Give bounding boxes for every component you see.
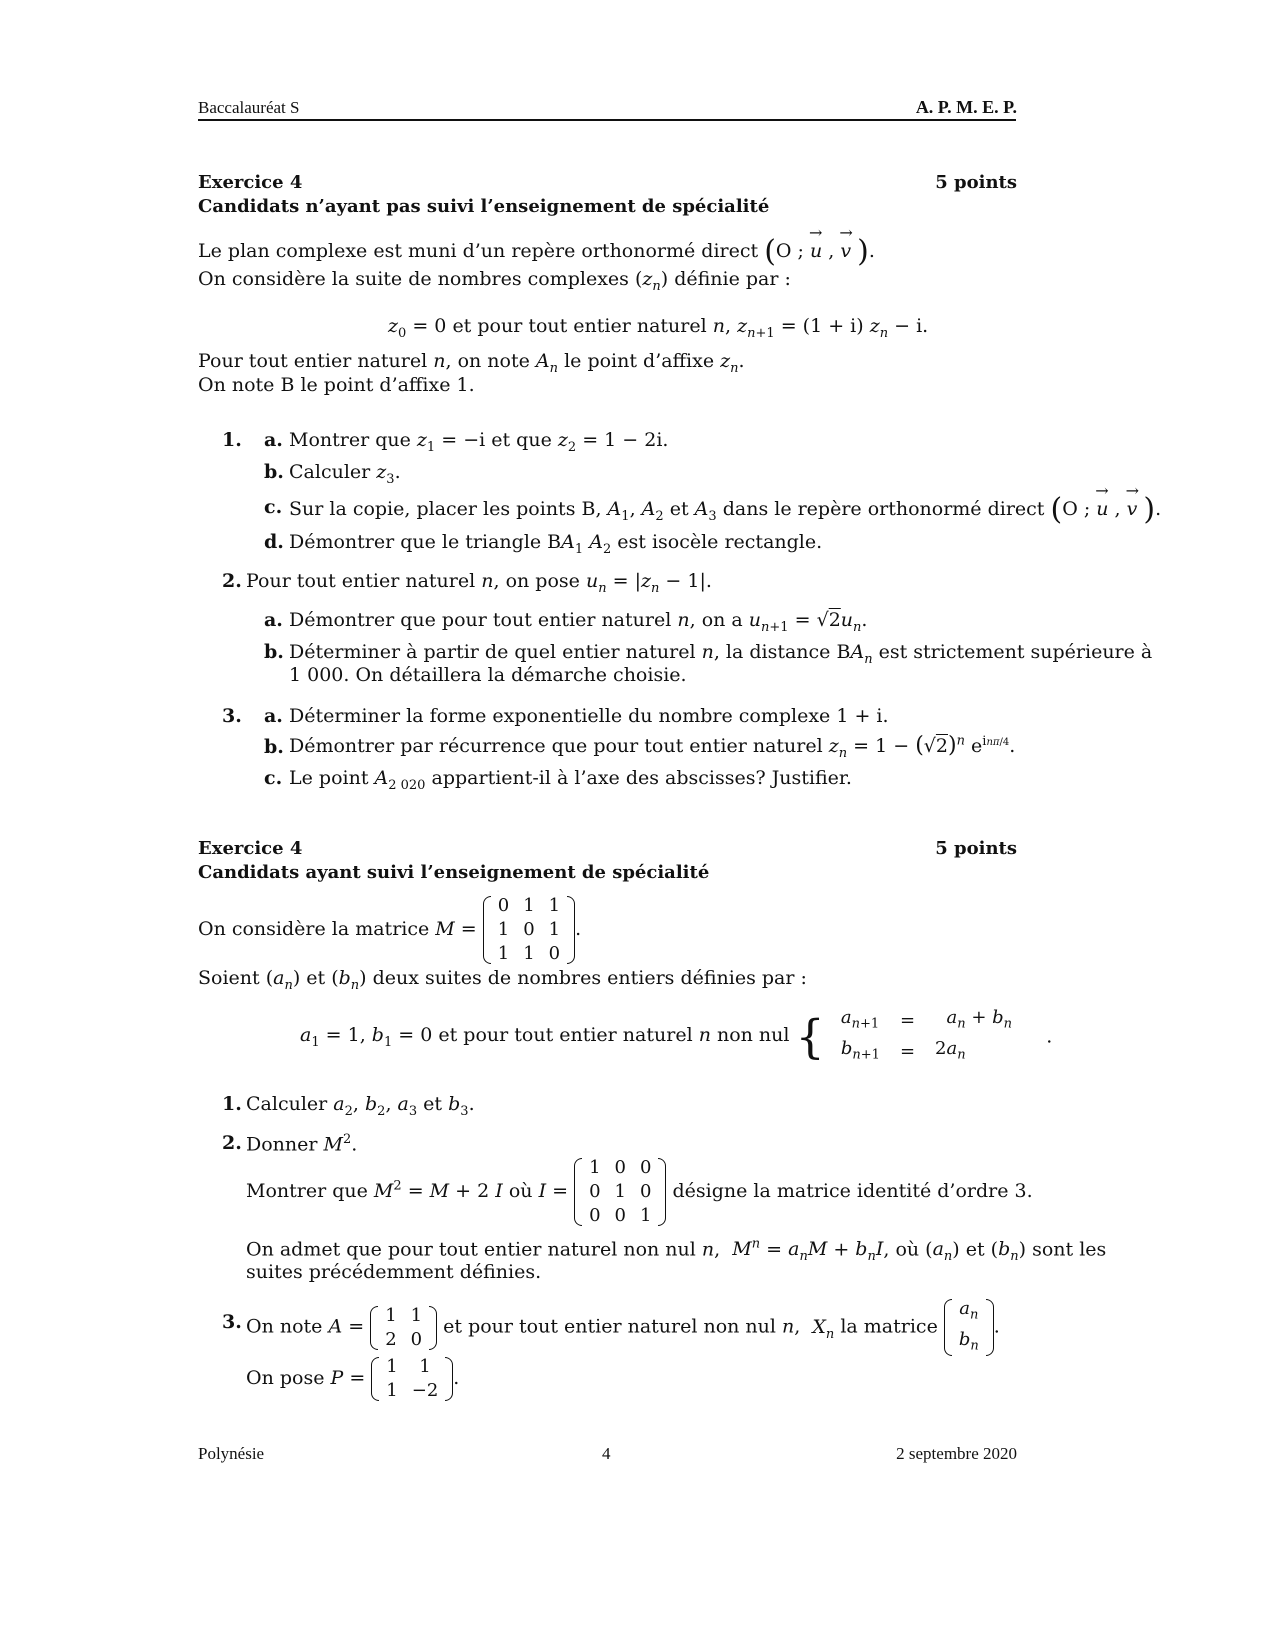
matrix-cell: 0 <box>497 895 510 916</box>
ex1-subtitle: Candidats n’ayant pas suivi l’enseignement de spécialité <box>198 196 770 217</box>
footer-left: Polynésie <box>198 1444 265 1463</box>
ex1-q1b-label: b. <box>264 461 284 483</box>
matrix-cell: 1 <box>386 1356 398 1377</box>
header-right: A. P. M. E. P. <box>915 97 1017 117</box>
ex1-intro3: Pour tout entier naturel n, on note $A_n$ le point d’affixe $z_n$. <box>198 350 745 376</box>
header-rule <box>198 119 1016 121</box>
matrix-cell: 0 <box>589 1181 601 1202</box>
matrix-cell: 1 <box>385 1304 397 1326</box>
ex1-q3b-label: b. <box>264 736 284 758</box>
ex2-q2-number: 2. <box>222 1132 242 1154</box>
ex2-intro2: Soient $(a_n)$ et $(b_n)$ deux suites de nombres entiers définies par : <box>198 967 807 993</box>
ex2-q2-text: Donner $M^2$. <box>246 1132 358 1156</box>
ex2-intro1: On considère la matrice M = 0 1 1 1 0 1 1 1 0 . <box>198 895 582 964</box>
recurrence-system: $a_{n+1}$ = $a_n + b_n$ $b_{n+1}$ = $2a_n$ <box>840 1007 1013 1063</box>
footer-right: 2 septembre 2020 <box>896 1444 1017 1463</box>
matrix-cell: 0 <box>639 1181 652 1202</box>
ex1-q1b-text: Calculer $z_3$. <box>289 461 401 487</box>
matrix-cell: 1 <box>523 943 535 964</box>
ex1-points: 5 points <box>935 172 1017 193</box>
matrix-cell: 1 <box>589 1157 601 1178</box>
ex1-q2b-line2: 1 000. On détaillera la démarche choisie. <box>289 664 687 686</box>
ex2-subtitle: Candidats ayant suivi l’enseignement de spécialité <box>198 862 710 883</box>
ex2-q2-admit-line2: suites précédemment définies. <box>246 1261 542 1283</box>
ex1-intro4: On note B le point d’affixe 1. <box>198 374 475 396</box>
ex2-points: 5 points <box>935 838 1017 859</box>
ex1-q3a-text: Déterminer la forme exponentielle du nombre complexe 1 + i. <box>289 705 889 727</box>
vector-Xn: $a_n$ $b_n$ <box>944 1297 994 1358</box>
ex2-q3-text: On note A = 1 1 2 0 et pour tout entier naturel non nul n, $X_n$ la matrice $a_n$ $b_n$ . <box>246 1297 1000 1358</box>
ex1-q1d-text: Démontrer que le triangle $BA_1$ $A_2$ est isocèle rectangle. <box>289 531 823 557</box>
header-left: Baccalauréat S <box>198 98 300 117</box>
ex2-q1-text: Calculer $a_2$, $b_2$, $a_3$ et $b_3$. <box>246 1093 475 1119</box>
matrix-cell: 1 <box>497 943 510 964</box>
ex1-title: Exercice 4 <box>198 172 303 193</box>
matrix-cell: 0 <box>523 919 535 940</box>
ex2-definition: $a_1 = 1$, $b_1 = 0$ et pour tout entier naturel n non nul { $a_{n+1}$ = $a_n + b_n$ $b_{n+1}$ = $2a_n$ . <box>300 1006 1052 1067</box>
ex1-q3a-label: a. <box>264 705 283 727</box>
matrix-I <box>574 1156 666 1228</box>
ex1-q3b-text: Démontrer par récurrence que pour tout entier naturel $z_n = 1 - (√2)^n$ $e^{in\pi/4}$. <box>289 733 1016 761</box>
matrix-cell: 0 <box>589 1205 601 1226</box>
matrix-cell: 0 <box>639 1157 652 1178</box>
ex2-q3-pose: On pose P = 1 1 1 −2 . <box>246 1356 460 1401</box>
matrix-cell: 1 <box>419 1356 431 1377</box>
ex2-q2-admit-line1: On admet que pour tout entier naturel non nul n, $M^n = a_nM + b_nI$, où $(a_n)$ et $(b_n)$ sont les <box>246 1237 1107 1265</box>
matrix-cell: 0 <box>614 1157 626 1178</box>
matrix-cell: 0 <box>410 1328 423 1350</box>
matrix-cell: 1 <box>497 919 510 940</box>
ex2-title: Exercice 4 <box>198 838 303 859</box>
ex1-q1c-text: Sur la copie, placer les points B, $A_1$, $A_2$ et $A_3$ dans le repère orthonormé direct (O ; → u , → v ). <box>289 492 1161 527</box>
ex1-q2a-text: Démontrer que pour tout entier naturel n, on a $u_{n+1} = √2u_n$. <box>289 609 868 635</box>
matrix-A <box>370 1304 437 1352</box>
ex1-q1-number: 1. <box>222 429 242 451</box>
ex1-intro2: On considère la suite de nombres complexes $(z_n)$ définie par : <box>198 268 791 294</box>
ex1-q2-text: Pour tout entier naturel n, on pose $u_n = |z_n - 1|$. <box>246 570 712 596</box>
ex1-q3c-text: Le point $A_{2 020}$ appartient-il à l’axe des abscisses? Justifier. <box>289 767 852 793</box>
ex1-q3c-label: c. <box>264 767 283 789</box>
ex1-q2b-label: b. <box>264 641 284 663</box>
ex1-q1a-text: Montrer que $z_1 = -i$ et que $z_2 = 1 - 2i$. <box>289 429 669 455</box>
ex1-q3-number: 3. <box>222 705 242 727</box>
matrix-cell: 1 <box>548 895 561 916</box>
ex2-q2-line2: Montrer que $M^2 = M + 2$ I où I = 1 0 0 0 1 0 0 0 1 désigne la matrice identité d’ordre 3. <box>246 1157 1033 1226</box>
ex1-q2a-label: a. <box>264 609 283 631</box>
ex1-q1a-label: a. <box>264 429 283 451</box>
matrix-cell: 0 <box>548 943 561 964</box>
matrix-cell: 0 <box>614 1205 626 1226</box>
matrix-cell: 1 <box>410 1304 423 1326</box>
matrix-cell: 2 <box>385 1328 397 1350</box>
ex2-q1-number: 1. <box>222 1093 242 1115</box>
ex1-intro1: Le plan complexe est muni d’un repère orthonormé direct (O ; → u , → v ). <box>198 234 875 269</box>
ex1-q2-number: 2. <box>222 570 242 592</box>
ex1-q1d-label: d. <box>264 531 284 553</box>
matrix-M <box>483 894 575 966</box>
matrix-cell: 1 <box>548 919 561 940</box>
page-number: 4 <box>602 1444 611 1463</box>
matrix-cell: 1 <box>386 1380 398 1401</box>
matrix-cell: 1 <box>614 1181 626 1202</box>
ex1-recurrence-formula: $z_0 = 0$ et pour tout entier naturel n, $z_{n+1} = (1 + i) z_n - i$. <box>388 315 929 341</box>
matrix-cell: −2 <box>411 1380 439 1401</box>
ex1-q2b-text: Déterminer à partir de quel entier naturel n, la distance $BA_n$ est strictement supérieure à <box>289 641 1153 667</box>
matrix-cell: 1 <box>523 895 535 916</box>
matrix-P <box>371 1355 453 1403</box>
ex1-q1c-label: c. <box>264 496 283 518</box>
ex2-q3-number: 3. <box>222 1311 242 1333</box>
matrix-cell: 1 <box>639 1205 652 1226</box>
